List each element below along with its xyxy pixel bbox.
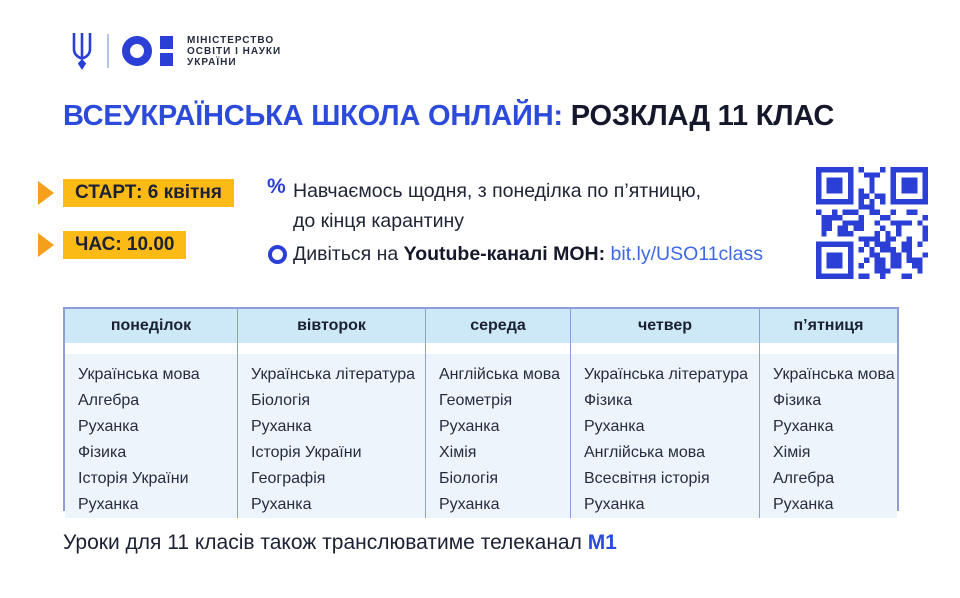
subject: Історія України xyxy=(251,444,362,461)
subject: Руханка xyxy=(584,496,645,513)
subject: Фізика xyxy=(584,392,633,409)
day-column-monday xyxy=(65,309,238,518)
subject: Руханка xyxy=(439,418,500,435)
schedule-table xyxy=(63,307,899,511)
subject: Руханка xyxy=(78,418,139,435)
mon-ring-icon xyxy=(122,36,152,66)
subject-list xyxy=(571,354,759,518)
day-column-wednesday xyxy=(426,309,571,518)
subject: Руханка xyxy=(773,496,834,513)
daily-note xyxy=(293,176,701,236)
day-column-friday xyxy=(760,309,897,518)
subject: Руханка xyxy=(78,496,139,513)
time-arrow-icon xyxy=(38,233,54,257)
youtube-link[interactable]: bit.ly/USO11class xyxy=(610,243,763,265)
qr-code-icon xyxy=(816,167,928,279)
ministry-logo xyxy=(70,31,281,71)
subject-list xyxy=(65,354,237,518)
subject-list xyxy=(426,354,570,518)
start-arrow-icon xyxy=(38,181,54,205)
time-badge: ЧАС: 10.00 xyxy=(63,231,186,259)
day-header: п’ятниця xyxy=(760,309,897,343)
subject-list xyxy=(760,354,897,518)
day-header: понеділок xyxy=(65,309,237,343)
circle-outline-icon xyxy=(268,245,287,264)
subject: Українська література xyxy=(251,366,416,383)
subject: Руханка xyxy=(773,418,834,435)
watch-note-channel: Youtube-каналі МОН: xyxy=(403,243,606,265)
day-header: вівторок xyxy=(238,309,425,343)
subject: Алгебра xyxy=(773,470,835,487)
footer-note xyxy=(63,531,617,555)
subject: Історія України xyxy=(78,470,189,487)
subject: Фізика xyxy=(773,392,822,409)
subject: Біологія xyxy=(439,470,499,487)
watch-note xyxy=(293,239,763,269)
day-header: четвер xyxy=(571,309,759,343)
subject: Руханка xyxy=(251,418,312,435)
page-title-rest: РОЗКЛАД 11 КЛАС xyxy=(562,100,835,132)
logo-divider xyxy=(107,34,109,68)
ministry-name xyxy=(187,35,281,68)
ministry-line-3: УКРАЇНИ xyxy=(187,56,237,68)
subject: Всесвітня історія xyxy=(584,470,710,487)
subject: Геометрія xyxy=(439,392,513,409)
subject: Фізика xyxy=(78,444,127,461)
day-column-thursday xyxy=(571,309,760,518)
subject: Біологія xyxy=(251,392,311,409)
subject: Хімія xyxy=(773,444,811,461)
subject: Хімія xyxy=(439,444,477,461)
subject: Руханка xyxy=(251,496,312,513)
ministry-line-2: ОСВІТИ І НАУКИ xyxy=(187,45,282,57)
ministry-line-1: МІНІСТЕРСТВО xyxy=(187,34,275,46)
day-header: середа xyxy=(426,309,570,343)
watch-note-prefix: Дивіться на xyxy=(293,243,404,265)
subject: Українська мова xyxy=(773,366,895,383)
subject: Географія xyxy=(251,470,326,487)
daily-note-line-2: до кінця карантину xyxy=(293,210,465,232)
percent-icon: % xyxy=(267,175,286,198)
subject-list xyxy=(238,354,425,518)
subject: Руханка xyxy=(439,496,500,513)
page-title xyxy=(63,100,834,133)
start-badge: СТАРТ: 6 квітня xyxy=(63,179,234,207)
ukraine-trident-icon xyxy=(70,31,94,71)
subject: Англійська мова xyxy=(439,366,560,383)
subject: Руханка xyxy=(584,418,645,435)
subject: Українська мова xyxy=(78,366,200,383)
subject: Англійська мова xyxy=(584,444,705,461)
day-column-tuesday xyxy=(238,309,426,518)
mon-squares-icon xyxy=(160,36,173,66)
tv-channel: М1 xyxy=(587,531,617,554)
subject: Українська література xyxy=(584,366,749,383)
page-title-highlight: ВСЕУКРАЇНСЬКА ШКОЛА ОНЛАЙН: xyxy=(63,100,563,132)
daily-note-line-1: Навчаємось щодня, з понеділка по п’ятницю, xyxy=(293,180,702,202)
footer-text: Уроки для 11 класів також транслюватиме телеканал xyxy=(63,531,588,554)
subject: Алгебра xyxy=(78,392,140,409)
